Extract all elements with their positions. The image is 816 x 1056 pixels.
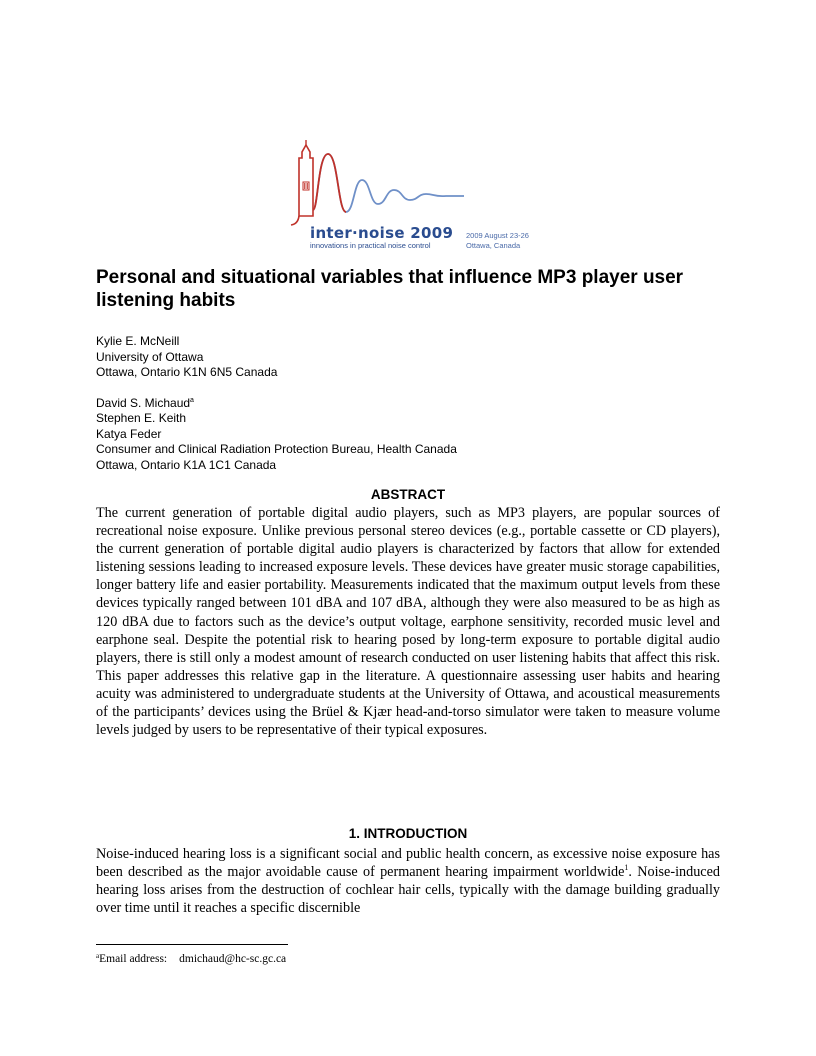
author-name: Stephen E. Keith — [96, 411, 187, 425]
logo-brand: inter·noise 2009 — [310, 224, 454, 242]
intro-text-part: . Noise-induced hearing loss arises from the destruction of cochlear hair cells, typically with the damage building gradually over time until it reaches a specific discernible — [96, 864, 720, 917]
conference-location: Ottawa, Canada — [466, 241, 521, 250]
footnote-marker: a — [96, 952, 100, 960]
author-name: Katya Feder — [96, 426, 162, 441]
footnote-label: Email address: — [99, 953, 168, 965]
author-name: David S. Michaud — [96, 395, 191, 410]
introduction-paragraph — [96, 845, 720, 917]
affiliation-line: Ottawa, Ontario K1A 1C1 Canada — [96, 457, 277, 472]
footnote — [96, 953, 286, 965]
intro-text-part: Noise-induced hearing loss is a significant social and public health concern, as excessive noise exposure has been described as the major avoidable cause of permanent hearing impairment worldwide — [96, 846, 720, 881]
introduction-heading: 1. INTRODUCTION — [348, 826, 468, 841]
tower-wave-icon — [286, 140, 486, 226]
author-block — [96, 334, 696, 473]
abstract-text: The current generation of portable digital audio players, such as MP3 players, are popular sources of recreational noise exposure. Unlike previous personal stereo devices (e.g., portable cassette or CD players), the current generation of portable digital audio players is characterized by factors that allow for extended listening sessions leading to increased exposure levels. These devices have greater music storage capabilities, longer battery life and easier portability. Measurements indicated that the maximum output levels from these devices typically ranged between 101 dBA and 107 dBA, although they were also measured to be as high as 120 dBA due to factors such as the device’s output voltage, earphone sensitivity, recorded music level and earphone seal. Despite the potential risk to hearing posed by long-term exposure to portable digital audio players, there is still only a modest amount of research conducted on user listening habits that affect this risk. This paper addresses this relative gap in the literature. A questionnaire assessing user habits and hearing acuity was administered to undergraduate students at the University of Ottawa, and acoustical measurements of the participants’ devices using the Brüel & Kjær head-and-torso simulator were taken to measure volume levels judged by users to be representative of their typical exposures. — [96, 505, 720, 739]
footnote-rule — [96, 944, 288, 945]
author-name: Kylie E. McNeill — [96, 334, 180, 348]
paper-title: Personal and situational variables that influence MP3 player user listening habits — [96, 267, 684, 311]
footnote-email: dmichaud@hc-sc.gc.ca — [179, 953, 287, 965]
logo-tagline: innovations in practical noise control — [310, 241, 431, 250]
abstract-heading: ABSTRACT — [370, 487, 446, 502]
affiliation-line: Consumer and Clinical Radiation Protection Bureau, Health Canada — [96, 442, 457, 456]
reference-marker: 1 — [624, 863, 629, 873]
footnote-marker: a — [190, 396, 194, 404]
affiliation-line: University of Ottawa — [96, 349, 204, 364]
author-name-with-marker — [96, 396, 696, 412]
author-gap — [96, 381, 696, 396]
conference-dates: 2009 August 23-26 — [466, 231, 529, 240]
conference-logo — [286, 140, 546, 252]
affiliation-line: Ottawa, Ontario K1N 6N5 Canada — [96, 365, 278, 379]
